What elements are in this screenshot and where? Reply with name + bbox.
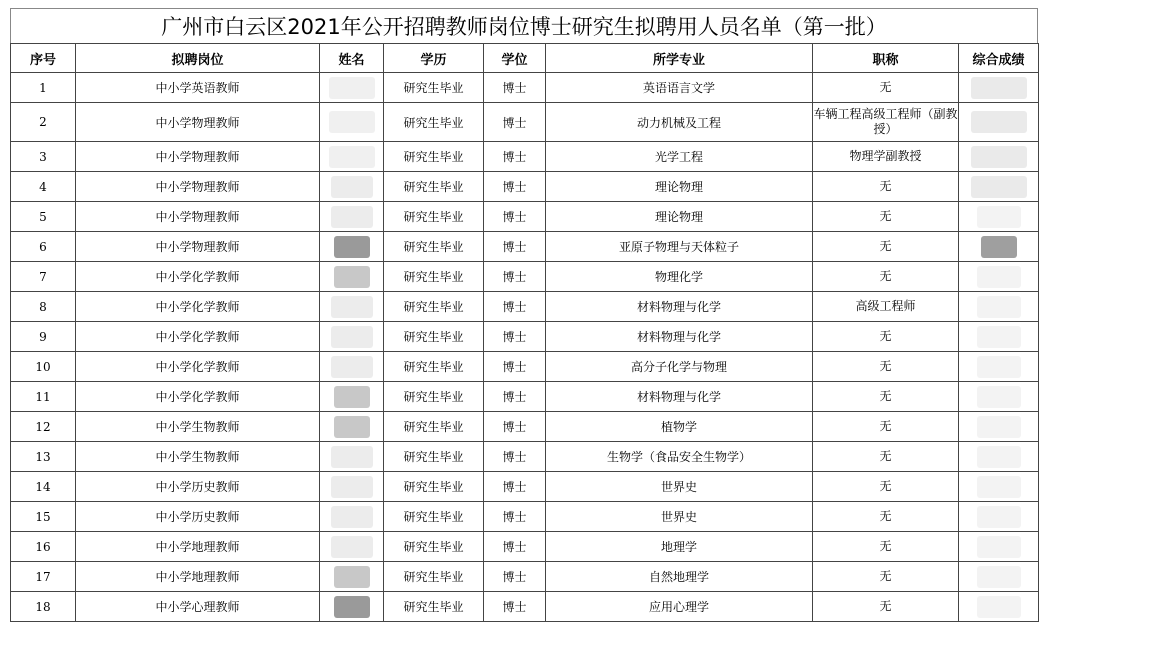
cell-name-redacted <box>320 73 384 103</box>
cell-score-redacted <box>959 562 1039 592</box>
cell-post: 中小学生物教师 <box>76 412 320 442</box>
cell-no: 6 <box>11 232 76 262</box>
cell-professional-title: 无 <box>813 262 959 292</box>
cell-score-redacted <box>959 472 1039 502</box>
cell-degree: 博士 <box>484 382 546 412</box>
header-name: 姓名 <box>320 44 384 73</box>
cell-education: 研究生毕业 <box>384 142 484 172</box>
cell-degree: 博士 <box>484 592 546 622</box>
header-major: 所学专业 <box>546 44 813 73</box>
cell-degree: 博士 <box>484 472 546 502</box>
cell-post: 中小学物理教师 <box>76 202 320 232</box>
cell-professional-title: 无 <box>813 562 959 592</box>
redaction-blur <box>971 176 1027 198</box>
cell-professional-title: 无 <box>813 172 959 202</box>
cell-degree: 博士 <box>484 442 546 472</box>
redaction-blur <box>977 206 1021 228</box>
cell-score-redacted <box>959 322 1039 352</box>
redaction-blur <box>977 266 1021 288</box>
cell-education: 研究生毕业 <box>384 472 484 502</box>
cell-degree: 博士 <box>484 412 546 442</box>
cell-score-redacted <box>959 592 1039 622</box>
header-degree: 学位 <box>484 44 546 73</box>
redaction-blur <box>977 566 1021 588</box>
cell-education: 研究生毕业 <box>384 352 484 382</box>
cell-degree: 博士 <box>484 292 546 322</box>
cell-education: 研究生毕业 <box>384 262 484 292</box>
table-row <box>11 322 1039 352</box>
table-row <box>11 292 1039 322</box>
cell-education: 研究生毕业 <box>384 73 484 103</box>
cell-no: 10 <box>11 352 76 382</box>
redaction-blur <box>334 266 370 288</box>
cell-major: 理论物理 <box>546 172 813 202</box>
redaction-blur <box>977 296 1021 318</box>
cell-name-redacted <box>320 382 384 412</box>
cell-education: 研究生毕业 <box>384 103 484 142</box>
redaction-blur <box>331 506 373 528</box>
cell-professional-title: 无 <box>813 502 959 532</box>
redaction-blur <box>331 476 373 498</box>
redaction-blur <box>331 206 373 228</box>
cell-post: 中小学化学教师 <box>76 292 320 322</box>
table-row <box>11 172 1039 202</box>
document-sheet <box>10 8 1038 622</box>
cell-professional-title: 无 <box>813 472 959 502</box>
table-header-row <box>11 44 1039 73</box>
cell-name-redacted <box>320 562 384 592</box>
cell-education: 研究生毕业 <box>384 532 484 562</box>
table-row <box>11 502 1039 532</box>
cell-education: 研究生毕业 <box>384 592 484 622</box>
cell-no: 5 <box>11 202 76 232</box>
cell-post: 中小学物理教师 <box>76 142 320 172</box>
redaction-blur <box>977 506 1021 528</box>
redaction-blur <box>331 326 373 348</box>
cell-major: 应用心理学 <box>546 592 813 622</box>
cell-no: 1 <box>11 73 76 103</box>
cell-major: 动力机械及工程 <box>546 103 813 142</box>
table-row <box>11 592 1039 622</box>
cell-degree: 博士 <box>484 103 546 142</box>
table-row <box>11 73 1039 103</box>
table-row <box>11 532 1039 562</box>
cell-degree: 博士 <box>484 73 546 103</box>
cell-professional-title: 车辆工程高级工程师（副教授） <box>813 103 959 142</box>
cell-score-redacted <box>959 532 1039 562</box>
redaction-blur <box>329 77 375 99</box>
redaction-blur <box>334 386 370 408</box>
redaction-blur <box>977 326 1021 348</box>
cell-post: 中小学地理教师 <box>76 532 320 562</box>
cell-name-redacted <box>320 232 384 262</box>
cell-major: 材料物理与化学 <box>546 322 813 352</box>
document-title: 广州市白云区2021年公开招聘教师岗位博士研究生拟聘用人员名单（第一批） <box>10 8 1038 43</box>
redaction-blur <box>334 416 370 438</box>
redaction-blur <box>971 77 1027 99</box>
cell-post: 中小学英语教师 <box>76 73 320 103</box>
cell-score-redacted <box>959 202 1039 232</box>
redaction-blur <box>971 111 1027 133</box>
cell-major: 英语语言文学 <box>546 73 813 103</box>
table-row <box>11 232 1039 262</box>
cell-name-redacted <box>320 292 384 322</box>
cell-degree: 博士 <box>484 352 546 382</box>
table-row <box>11 262 1039 292</box>
cell-degree: 博士 <box>484 202 546 232</box>
cell-post: 中小学物理教师 <box>76 103 320 142</box>
table-row <box>11 562 1039 592</box>
redaction-blur <box>331 446 373 468</box>
cell-degree: 博士 <box>484 172 546 202</box>
cell-major: 材料物理与化学 <box>546 292 813 322</box>
cell-professional-title: 无 <box>813 232 959 262</box>
cell-post: 中小学地理教师 <box>76 562 320 592</box>
cell-education: 研究生毕业 <box>384 322 484 352</box>
table-row <box>11 412 1039 442</box>
cell-post: 中小学心理教师 <box>76 592 320 622</box>
header-professional-title: 职称 <box>813 44 959 73</box>
table-row <box>11 202 1039 232</box>
table-row <box>11 382 1039 412</box>
cell-post: 中小学化学教师 <box>76 382 320 412</box>
table-row <box>11 352 1039 382</box>
cell-education: 研究生毕业 <box>384 172 484 202</box>
cell-no: 9 <box>11 322 76 352</box>
header-post: 拟聘岗位 <box>76 44 320 73</box>
cell-score-redacted <box>959 382 1039 412</box>
cell-no: 4 <box>11 172 76 202</box>
cell-score-redacted <box>959 232 1039 262</box>
cell-professional-title: 无 <box>813 532 959 562</box>
header-education: 学历 <box>384 44 484 73</box>
table-body <box>11 73 1039 622</box>
redaction-blur <box>331 176 373 198</box>
cell-no: 18 <box>11 592 76 622</box>
cell-education: 研究生毕业 <box>384 382 484 412</box>
cell-professional-title: 无 <box>813 322 959 352</box>
cell-score-redacted <box>959 412 1039 442</box>
redaction-blur <box>331 536 373 558</box>
cell-education: 研究生毕业 <box>384 412 484 442</box>
cell-major: 地理学 <box>546 532 813 562</box>
table-row <box>11 103 1039 142</box>
cell-professional-title: 无 <box>813 352 959 382</box>
cell-name-redacted <box>320 103 384 142</box>
redaction-blur <box>981 236 1017 258</box>
cell-degree: 博士 <box>484 532 546 562</box>
cell-no: 14 <box>11 472 76 502</box>
cell-no: 3 <box>11 142 76 172</box>
candidate-table <box>10 43 1039 622</box>
cell-name-redacted <box>320 502 384 532</box>
cell-no: 8 <box>11 292 76 322</box>
cell-score-redacted <box>959 73 1039 103</box>
cell-post: 中小学物理教师 <box>76 172 320 202</box>
cell-no: 12 <box>11 412 76 442</box>
redaction-blur <box>331 296 373 318</box>
cell-score-redacted <box>959 442 1039 472</box>
redaction-blur <box>329 146 375 168</box>
cell-no: 7 <box>11 262 76 292</box>
table-row <box>11 142 1039 172</box>
cell-degree: 博士 <box>484 232 546 262</box>
cell-post: 中小学历史教师 <box>76 502 320 532</box>
cell-post: 中小学历史教师 <box>76 472 320 502</box>
cell-major: 理论物理 <box>546 202 813 232</box>
redaction-blur <box>977 356 1021 378</box>
cell-name-redacted <box>320 202 384 232</box>
cell-professional-title: 无 <box>813 202 959 232</box>
cell-major: 光学工程 <box>546 142 813 172</box>
cell-score-redacted <box>959 502 1039 532</box>
cell-name-redacted <box>320 472 384 502</box>
cell-professional-title: 无 <box>813 412 959 442</box>
cell-no: 11 <box>11 382 76 412</box>
cell-name-redacted <box>320 322 384 352</box>
cell-major: 亚原子物理与天体粒子 <box>546 232 813 262</box>
cell-professional-title: 无 <box>813 382 959 412</box>
cell-name-redacted <box>320 352 384 382</box>
cell-name-redacted <box>320 532 384 562</box>
cell-major: 世界史 <box>546 472 813 502</box>
cell-professional-title: 高级工程师 <box>813 292 959 322</box>
cell-score-redacted <box>959 352 1039 382</box>
cell-no: 17 <box>11 562 76 592</box>
cell-education: 研究生毕业 <box>384 292 484 322</box>
cell-no: 13 <box>11 442 76 472</box>
cell-major: 植物学 <box>546 412 813 442</box>
cell-score-redacted <box>959 103 1039 142</box>
table-row <box>11 442 1039 472</box>
cell-no: 16 <box>11 532 76 562</box>
cell-no: 2 <box>11 103 76 142</box>
cell-name-redacted <box>320 412 384 442</box>
cell-post: 中小学物理教师 <box>76 232 320 262</box>
redaction-blur <box>977 596 1021 618</box>
redaction-blur <box>977 446 1021 468</box>
cell-education: 研究生毕业 <box>384 502 484 532</box>
cell-score-redacted <box>959 262 1039 292</box>
cell-major: 物理化学 <box>546 262 813 292</box>
redaction-blur <box>977 476 1021 498</box>
cell-major: 材料物理与化学 <box>546 382 813 412</box>
cell-major: 世界史 <box>546 502 813 532</box>
cell-major: 生物学（食品安全生物学） <box>546 442 813 472</box>
redaction-blur <box>334 596 370 618</box>
redaction-blur <box>329 111 375 133</box>
cell-major: 高分子化学与物理 <box>546 352 813 382</box>
cell-name-redacted <box>320 142 384 172</box>
cell-post: 中小学生物教师 <box>76 442 320 472</box>
cell-score-redacted <box>959 172 1039 202</box>
cell-degree: 博士 <box>484 322 546 352</box>
cell-education: 研究生毕业 <box>384 442 484 472</box>
cell-no: 15 <box>11 502 76 532</box>
redaction-blur <box>331 356 373 378</box>
cell-name-redacted <box>320 592 384 622</box>
cell-education: 研究生毕业 <box>384 202 484 232</box>
cell-post: 中小学化学教师 <box>76 352 320 382</box>
cell-name-redacted <box>320 262 384 292</box>
cell-professional-title: 无 <box>813 73 959 103</box>
cell-professional-title: 物理学副教授 <box>813 142 959 172</box>
redaction-blur <box>977 416 1021 438</box>
redaction-blur <box>977 536 1021 558</box>
cell-professional-title: 无 <box>813 592 959 622</box>
redaction-blur <box>334 236 370 258</box>
header-score: 综合成绩 <box>959 44 1039 73</box>
cell-professional-title: 无 <box>813 442 959 472</box>
cell-education: 研究生毕业 <box>384 232 484 262</box>
cell-degree: 博士 <box>484 142 546 172</box>
cell-degree: 博士 <box>484 262 546 292</box>
cell-name-redacted <box>320 172 384 202</box>
cell-post: 中小学化学教师 <box>76 322 320 352</box>
cell-name-redacted <box>320 442 384 472</box>
cell-education: 研究生毕业 <box>384 562 484 592</box>
cell-score-redacted <box>959 292 1039 322</box>
cell-major: 自然地理学 <box>546 562 813 592</box>
header-no: 序号 <box>11 44 76 73</box>
redaction-blur <box>971 146 1027 168</box>
cell-degree: 博士 <box>484 502 546 532</box>
cell-post: 中小学化学教师 <box>76 262 320 292</box>
table-row <box>11 472 1039 502</box>
redaction-blur <box>334 566 370 588</box>
cell-score-redacted <box>959 142 1039 172</box>
cell-degree: 博士 <box>484 562 546 592</box>
redaction-blur <box>977 386 1021 408</box>
